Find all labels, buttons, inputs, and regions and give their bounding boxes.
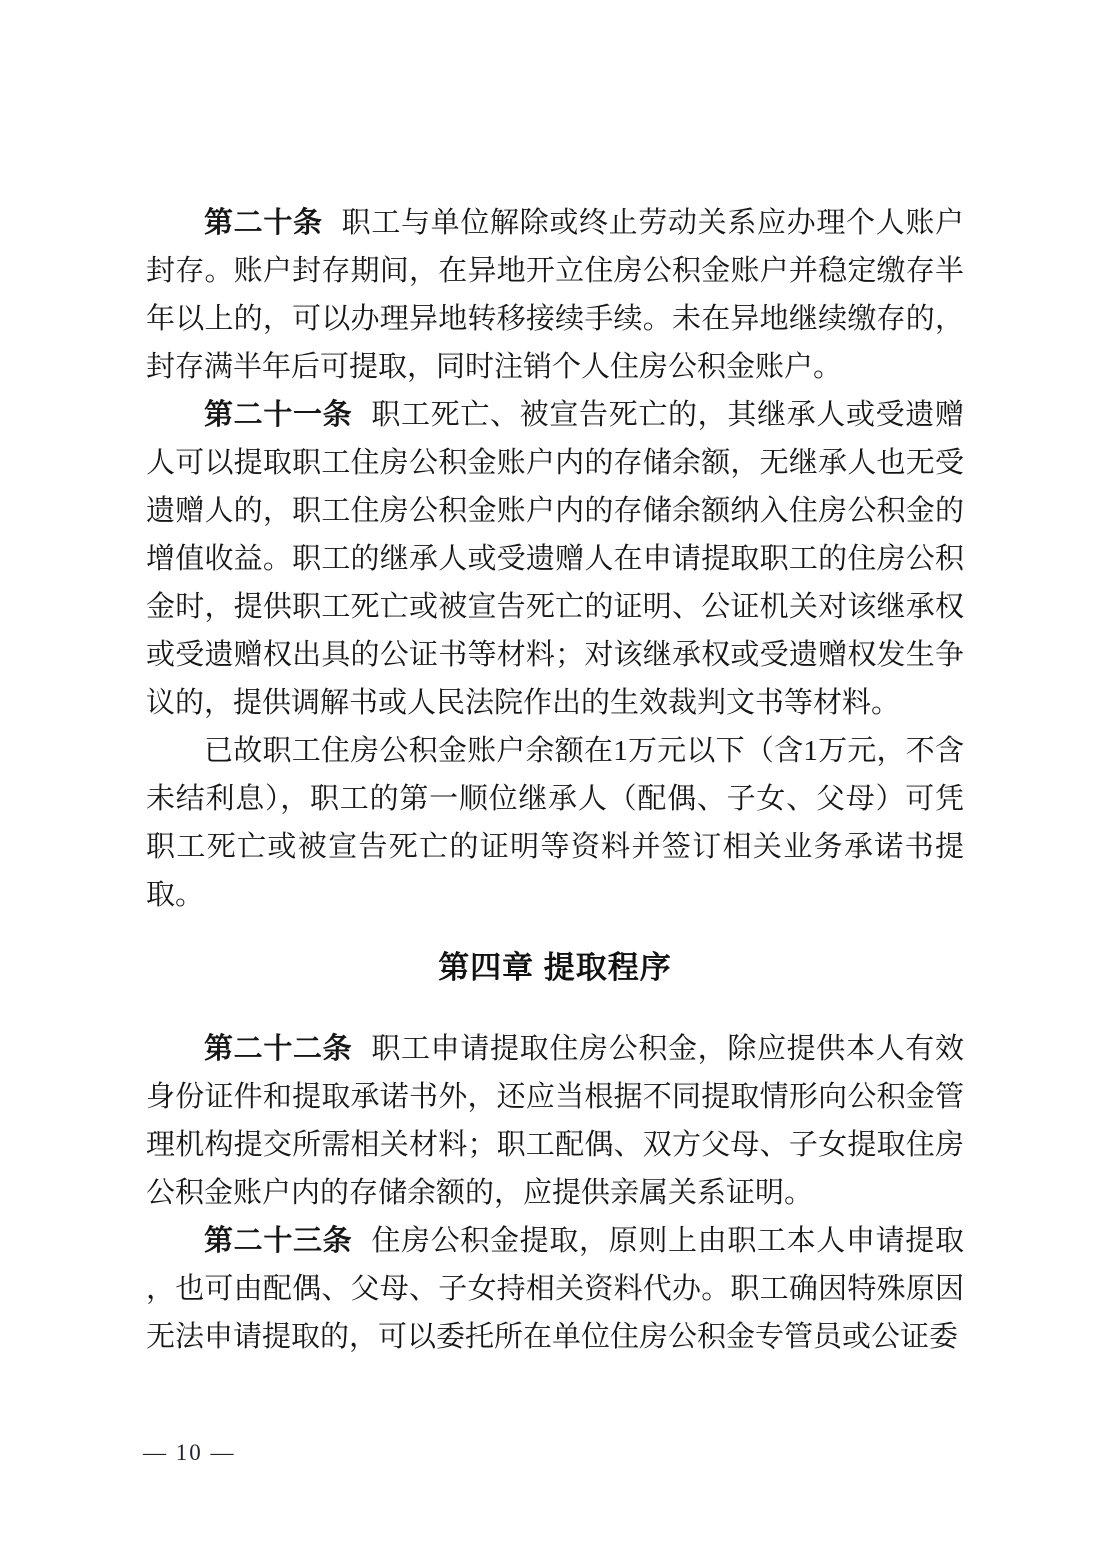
chapter-heading: 第四章 提取程序 xyxy=(438,950,672,985)
page-number: — 10 — xyxy=(143,1440,236,1465)
paragraph-deceased-balance-text: 已故职工住房公积金账户余额在1万元以下（含1万元，不含未结利息），职工的第一顺位继承人（配偶、子女、父母）可凭职工死亡或被宣告死亡的证明等资料并签订相关业务承诺书提取。 xyxy=(146,735,964,911)
article-23-number: 第二十三条 xyxy=(204,1225,353,1257)
paragraph-article-21 xyxy=(146,391,964,727)
article-23-text: 住房公积金提取，原则上由职工本人申请提取，也可由配偶、父母、子女持相关资料代办。职工确因特殊原因无法申请提取的，可以委托所在单位住房公积金专管员或公证委 xyxy=(146,1225,964,1353)
article-22-text: 职工申请提取住房公积金，除应提供本人有效身份证件和提取承诺书外，还应当根据不同提取情形向公积金管理机构提交所需相关材料；职工配偶、双方父母、子女提取住房公积金账户内的存储余额的，应提供亲属关系证明。 xyxy=(146,1033,964,1209)
article-21-text: 职工死亡、被宣告死亡的，其继承人或受遗赠人可以提取职工住房公积金账户内的存储余额，无继承人也无受遗赠人的，职工住房公积金账户内的存储余额纳入住房公积金的增值收益。职工的继承人或受遗赠人在申请提取职工的住房公积金时，提供职工死亡或被宣告死亡的证明、公证机关对该继承权或受遗赠权出具的公证书等材料；对该继承权或受遗赠权发生争议的，提供调解书或人民法院作出的生效裁判文书等材料。 xyxy=(146,399,964,719)
paragraph-article-20 xyxy=(146,199,964,391)
article-22-number: 第二十二条 xyxy=(204,1033,353,1065)
article-20-text: 职工与单位解除或终止劳动关系应办理个人账户封存。账户封存期间，在异地开立住房公积金账户并稳定缴存半年以上的，可以办理异地转移接续手续。未在异地继续缴存的，封存满半年后可提取，同时注销个人住房公积金账户。 xyxy=(146,207,964,383)
document-body xyxy=(146,199,964,1361)
paragraph-article-23 xyxy=(146,1217,964,1361)
paragraph-deceased-balance xyxy=(146,727,964,919)
article-20-number: 第二十条 xyxy=(204,207,323,239)
paragraph-article-22 xyxy=(146,1025,964,1217)
article-21-number: 第二十一条 xyxy=(204,399,353,431)
